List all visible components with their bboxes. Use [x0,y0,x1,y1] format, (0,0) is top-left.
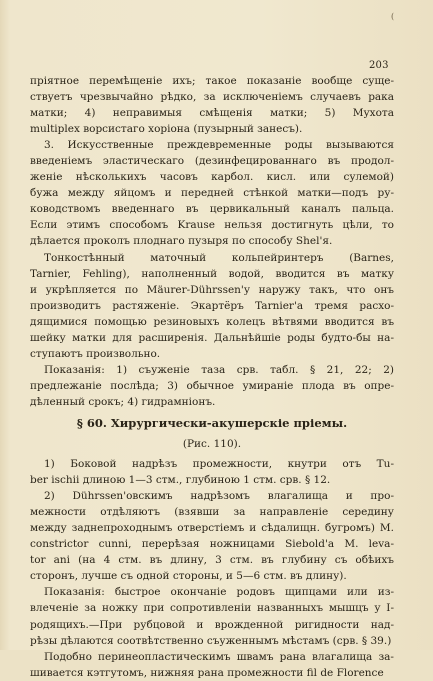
text-line: дящимися помощью резиновыхъ колецъ вѣтвями вводится въ [30,315,394,328]
text-line: матки; 4) неправимыя смѣщенія матки; 5) Мухота [30,107,394,120]
section-heading: § 60. Хирургически-акушерскіе пріемы. [76,415,348,430]
paragraphs-block-a [30,73,394,410]
text-line: ководствомъ введеннаго въ цервикальный каналъ пальца. [30,203,394,216]
text-line: производитъ растяженіе. Экартёръ Tarnier'а тремя расхо- [30,299,394,312]
text-line: constrictor cunni, перерѣзая ножницами Siebold'а M. leva- [30,538,394,551]
text-line: влеченіе за ножку при сопротивленіи названныхъ мышцъ у I- [30,602,394,615]
text-line: ствуетъ чрезвычайно рѣдко, за исключеніемъ случаевъ рака [30,91,394,104]
text-line: дѣлается проколъ плоднаго пузыря по способу Shel'я. [30,235,333,248]
corner-mark: ( [391,12,395,21]
text-line: Показанія: 1) съуженіе таза срв. табл. § 21, 22; 2) [44,363,394,376]
text-line: Показанія: быстрое окончаніе родовъ щипцами или из- [44,586,394,599]
text-line: рѣзы дѣлаются соотвѣтственно съуженнымъ мѣстамъ (срв. § 39.) [30,634,392,647]
text-line: предлежаніе послѣда; 3) обычное умираніе плода въ опре- [30,379,394,392]
text-line: tor ani (на 4 стм. въ длину, 3 стм. въ глубину съ обѣихъ [30,554,394,567]
text-line: Если этимъ способомъ Krause нельзя достигнуть цѣли, то [30,219,394,232]
text-line: родящихъ.—При рубцовой и врожденной ригидности над- [30,618,394,631]
text-line: 2) Dührssen'овскимъ надрѣзомъ влагалища и про- [44,490,394,503]
text-line: 1) Боковой надрѣзъ промежности, кнутри отъ Tu- [44,458,394,471]
page-text [30,73,394,681]
figure-reference: (Рис. 110). [182,437,242,450]
text-line: Подобно перинеопластическимъ швамъ рана влагалища за- [44,650,394,663]
page-number: 203 [369,60,389,71]
text-line: бужа между яйцомъ и передней стѣнкой матки—подъ ру- [30,187,394,200]
text-line: женіе нѣсколькихъ часовъ карбол. кисл. или сулемой) [30,171,394,184]
text-line: ступаютъ произвольно. [30,347,161,360]
text-line: сторонъ, лучше съ одной стороны, и 5—6 стм. въ длину). [30,570,347,583]
text-line: шивается кэтгутомъ, нижняя рана промежности fil de Florence [30,666,384,679]
text-line: ber ischii длиною 1—3 стм., глубиною 1 стм. срв. § 12. [30,474,331,487]
text-line: дѣленный срокъ; 4) гидрамніонъ. [30,395,216,408]
text-line: шейку матки для расширенія. Дальнѣйшіе роды будто-бы на- [30,331,394,344]
text-line: введеніемъ эластическаго (дезинфецированнаго въ продол- [30,155,394,168]
text-line: multiplex ворсистаго хоріона (пузырный занесъ). [30,123,303,136]
paragraphs-block-b [30,456,394,681]
text-line: межности отдѣляютъ (взявши за направленіе середину [30,506,394,519]
text-line: Тонкостѣнный маточный кольпейринтеръ (Barnes, [44,251,394,264]
text-line: пріятное перемѣщеніе ихъ; такое показаніе вообще суще- [30,75,394,87]
text-line: Tarnier, Fehling), наполненный водой, вводится въ матку [30,267,394,280]
text-line: 3. Искусственные преждевременные роды вызываются [44,139,394,152]
text-line: между заднепроходнымъ отверстіемъ и сѣдалищн. бугромъ) M. [30,522,394,535]
text-line: и укрѣпляется по Mäurer-Dührssen'у наружу такъ, что онъ [30,283,394,296]
